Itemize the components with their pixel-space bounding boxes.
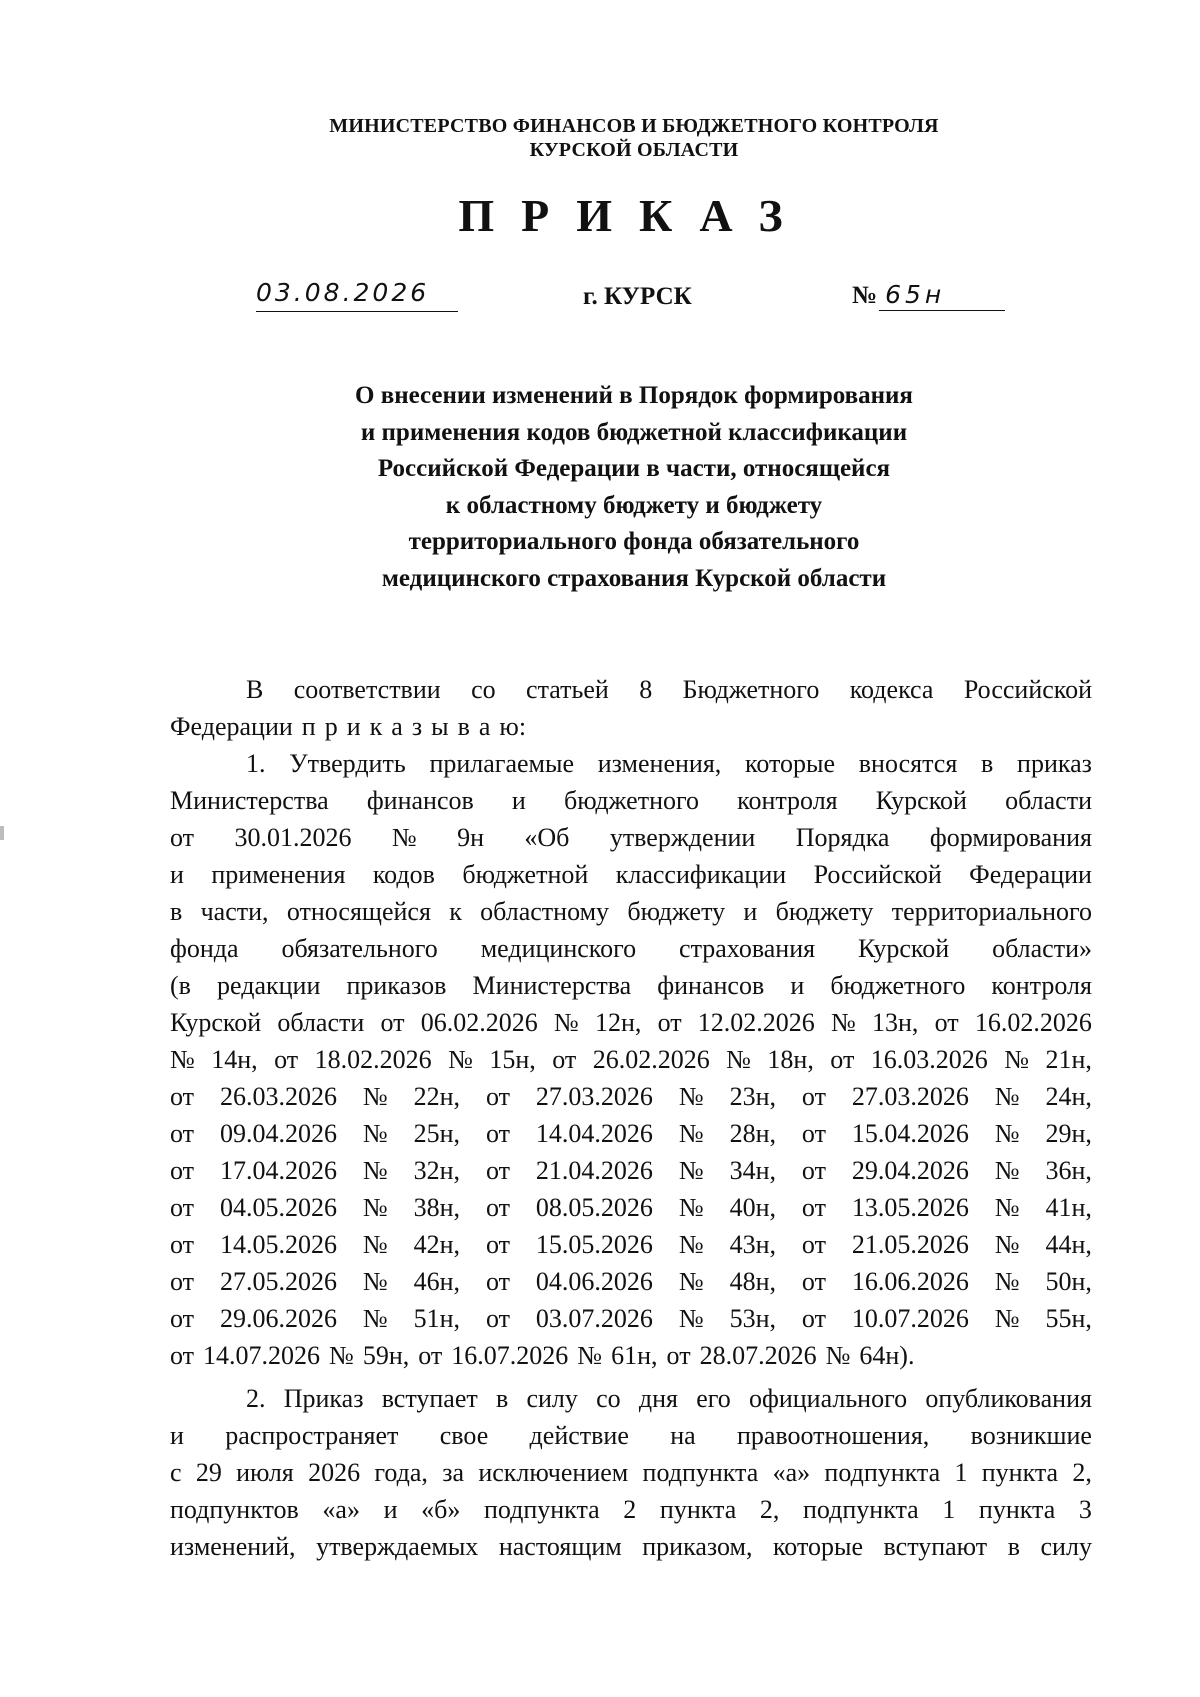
body-word: № xyxy=(726,1045,751,1074)
body-word: изменения, xyxy=(597,749,722,778)
body-word: Курской xyxy=(875,786,967,815)
body-word: вступают xyxy=(883,1532,988,1561)
body-word: подпунктов xyxy=(170,1495,299,1524)
body-word: 46н, xyxy=(413,1267,461,1296)
body-word: № xyxy=(831,1008,856,1037)
order-city: г. КУРСК xyxy=(583,283,692,310)
body-word: 18н, xyxy=(767,1045,814,1074)
body-word: июля xyxy=(236,1458,294,1487)
body-word: 28.07.2026 xyxy=(699,1341,817,1370)
body-word: вносятся xyxy=(858,749,958,778)
body-word: Порядка xyxy=(795,823,890,852)
body-word: от xyxy=(801,1230,826,1259)
body-line xyxy=(170,671,1092,708)
body-word: статьей xyxy=(526,675,609,704)
body-word: № xyxy=(391,823,417,852)
body-word: в xyxy=(170,897,183,926)
body-word: 04.06.2026 xyxy=(535,1267,653,1296)
body-word: № xyxy=(362,1156,388,1185)
body-line xyxy=(170,893,1092,930)
body-word: правоотношения, xyxy=(736,1421,930,1450)
body-word: бюджету xyxy=(775,897,874,926)
body-word: 2, xyxy=(1072,1458,1092,1487)
body-word: соответствии xyxy=(293,675,441,704)
body-word: медицинского xyxy=(480,934,637,963)
body-word: от xyxy=(170,1341,195,1370)
body-word: от xyxy=(934,1008,959,1037)
body-word: 48н, xyxy=(729,1267,776,1296)
body-word: 27.03.2026 xyxy=(851,1082,969,1111)
body-line xyxy=(170,1226,1092,1263)
body-word: пункта xyxy=(659,1495,737,1524)
subject-line: медицинского страхования Курской области xyxy=(381,564,887,592)
body-word: 51н, xyxy=(413,1304,461,1333)
body-word: 53н, xyxy=(729,1304,776,1333)
body-word: подпункта xyxy=(483,1495,600,1524)
body-word: в xyxy=(1007,1532,1020,1561)
body-word: № xyxy=(362,1119,388,1148)
body-word: от xyxy=(170,1119,195,1148)
body-word: 40н, xyxy=(729,1193,776,1222)
body-word: опубликования xyxy=(925,1384,1092,1413)
body-word: № xyxy=(994,1119,1020,1148)
body-word: области xyxy=(277,1008,365,1037)
body-word: которые xyxy=(773,1532,863,1561)
body-word: Бюджетного xyxy=(682,675,820,704)
body-word: № xyxy=(678,1193,704,1222)
body-word: «Об xyxy=(524,823,570,852)
body-word: 26.03.2026 xyxy=(219,1082,337,1111)
body-word: от xyxy=(274,1045,299,1074)
body-word: № xyxy=(448,1045,473,1074)
body-word: формирования xyxy=(929,823,1092,852)
body-word: 9н xyxy=(457,823,484,852)
body-word: 22н, xyxy=(413,1082,461,1111)
body-word: 64н). xyxy=(859,1341,915,1370)
body-word: «а» xyxy=(322,1495,360,1524)
body-word: р xyxy=(324,712,338,741)
body-word: вступает xyxy=(381,1384,478,1413)
body-word: 16.07.2026 xyxy=(451,1341,569,1370)
body-word: 15н, xyxy=(489,1045,536,1074)
body-word: 2, xyxy=(759,1495,780,1524)
body-word: 27.05.2026 xyxy=(219,1267,337,1296)
body-word: бюджетного xyxy=(563,786,699,815)
order-date: 03.08.2026 xyxy=(256,278,458,312)
body-word: 18.02.2026 xyxy=(314,1045,432,1074)
body-word: к xyxy=(449,897,462,926)
body-word: 12н, xyxy=(594,1008,642,1037)
subject-line: и применения кодов бюджетной классификации xyxy=(360,418,908,446)
ministry-name-line2: КУРСКОЙ ОБЛАСТИ xyxy=(529,139,739,161)
body-word: № xyxy=(678,1304,704,1333)
body-line xyxy=(170,819,1092,856)
body-word: контроля xyxy=(991,971,1092,1000)
body-word: 14н, xyxy=(211,1045,258,1074)
body-word: официального xyxy=(748,1384,908,1413)
body-word: к xyxy=(369,712,383,741)
body-word: 23н, xyxy=(729,1082,776,1111)
body-word: и xyxy=(346,712,361,741)
body-word: дня xyxy=(638,1384,678,1413)
order-number-prefix: № xyxy=(852,282,878,309)
body-line xyxy=(170,856,1092,893)
body-word: № xyxy=(553,1008,579,1037)
body-word: 17.04.2026 xyxy=(219,1156,337,1185)
body-word: его xyxy=(696,1384,731,1413)
body-word: 38н, xyxy=(413,1193,461,1222)
body-word: классификации xyxy=(615,860,787,889)
body-word: областному xyxy=(480,897,610,926)
body-word: от xyxy=(801,1156,826,1185)
body-word: и xyxy=(170,860,184,889)
body-word: от xyxy=(170,1230,195,1259)
body-word: на xyxy=(670,1421,696,1450)
body-word: 06.02.2026 xyxy=(420,1008,538,1037)
order-subject xyxy=(0,378,1200,597)
body-word: кодекса xyxy=(849,675,934,704)
body-word: 08.05.2026 xyxy=(535,1193,653,1222)
body-word: от xyxy=(801,1304,826,1333)
body-line xyxy=(170,1263,1092,1300)
body-word: свое xyxy=(439,1421,489,1450)
body-word: 1. xyxy=(246,749,266,778)
body-word: со xyxy=(471,675,496,704)
body-word: и xyxy=(383,1495,398,1524)
body-word: 30.01.2026 xyxy=(234,823,352,852)
body-word: 29н, xyxy=(1045,1119,1092,1148)
body-word: и xyxy=(511,786,526,815)
body-word: 15.05.2026 xyxy=(535,1230,653,1259)
body-word: 10.07.2026 xyxy=(851,1304,969,1333)
body-word: и xyxy=(170,1421,184,1450)
body-word: от xyxy=(418,1341,443,1370)
body-word: от xyxy=(170,1304,195,1333)
body-word: относящейся xyxy=(286,897,431,926)
body-line xyxy=(170,1491,1092,1528)
body-word: от xyxy=(801,1082,826,1111)
body-word: 16.02.2026 xyxy=(974,1008,1092,1037)
body-word: 59н, xyxy=(362,1341,410,1370)
body-word: финансов xyxy=(657,971,765,1000)
order-number-value: 65н xyxy=(879,280,1005,311)
body-word: з xyxy=(411,712,423,741)
body-word: с xyxy=(170,1458,182,1487)
body-line xyxy=(170,1078,1092,1115)
body-word: 41н, xyxy=(1045,1193,1092,1222)
body-word: № xyxy=(170,1045,195,1074)
body-word: 29 xyxy=(195,1458,222,1487)
body-word: от xyxy=(485,1267,510,1296)
body-word: от xyxy=(801,1193,826,1222)
body-word: 25н, xyxy=(413,1119,461,1148)
body-word: от xyxy=(170,1193,195,1222)
body-word: 27.03.2026 xyxy=(535,1082,653,1111)
body-word: от xyxy=(830,1045,855,1074)
body-word: Министерства xyxy=(472,971,632,1000)
body-word: от xyxy=(485,1230,510,1259)
body-word: Утвердить xyxy=(289,749,406,778)
body-line xyxy=(170,1337,1092,1374)
body-word: 55н, xyxy=(1045,1304,1092,1333)
body-word: 14.07.2026 xyxy=(203,1341,321,1370)
body-word: № xyxy=(329,1341,354,1370)
body-word: от xyxy=(485,1304,510,1333)
body-word: 32н, xyxy=(413,1156,461,1185)
order-number xyxy=(852,280,1005,311)
body-word: кодов xyxy=(372,860,435,889)
subject-line: О внесении изменений в Порядок формирования xyxy=(355,382,913,409)
body-word: от xyxy=(485,1193,510,1222)
body-word: 21.05.2026 xyxy=(851,1230,969,1259)
body-word: а xyxy=(478,712,491,741)
body-word: пункта xyxy=(981,1458,1059,1487)
body-word: 13.05.2026 xyxy=(851,1193,969,1222)
body-word: № xyxy=(678,1267,704,1296)
order-body xyxy=(170,671,1092,1565)
body-word: № xyxy=(362,1193,388,1222)
body-word: № xyxy=(994,1156,1020,1185)
body-word: в xyxy=(495,1384,509,1413)
body-line xyxy=(170,1041,1092,1078)
body-word: приказов xyxy=(346,971,447,1000)
body-word: утверждении xyxy=(609,823,756,852)
body-word: № xyxy=(994,1304,1020,1333)
body-word: № xyxy=(362,1304,388,1333)
body-word: подпункта xyxy=(642,1458,759,1487)
body-word: а xyxy=(391,712,403,741)
body-word: 04.05.2026 xyxy=(219,1193,337,1222)
body-word: 21.04.2026 xyxy=(535,1156,653,1185)
document-type-title: ПРИКАЗ xyxy=(458,190,810,241)
body-word: 29.06.2026 xyxy=(219,1304,337,1333)
body-word: изменений, xyxy=(170,1532,296,1561)
body-word: от xyxy=(170,1267,195,1296)
body-word: № xyxy=(825,1341,851,1370)
body-word: силу xyxy=(1040,1532,1092,1561)
body-word: 3 xyxy=(1078,1495,1092,1524)
body-word: 21н, xyxy=(1045,1045,1092,1074)
body-word: от xyxy=(170,823,195,852)
body-word: 34н, xyxy=(729,1156,776,1185)
body-word: фонда xyxy=(170,934,239,963)
body-word: финансов xyxy=(366,786,474,815)
body-word: от xyxy=(170,1082,195,1111)
body-word: 14.04.2026 xyxy=(535,1119,653,1148)
body-word: № xyxy=(994,1082,1020,1111)
body-word: № xyxy=(362,1230,388,1259)
body-word: 24н, xyxy=(1045,1082,1092,1111)
body-word: № xyxy=(994,1267,1020,1296)
body-word: области» xyxy=(992,934,1092,963)
body-word: обязательного xyxy=(281,934,438,963)
body-word: подпункта xyxy=(802,1495,919,1524)
body-word: «а» xyxy=(772,1458,811,1487)
body-word: 13н, xyxy=(872,1008,919,1037)
body-line xyxy=(170,1528,1092,1565)
subject-line: к областному бюджету и бюджету xyxy=(445,491,823,519)
body-word: 1 xyxy=(942,1495,956,1524)
body-word: ы xyxy=(431,712,449,741)
body-word: 50н, xyxy=(1045,1267,1092,1296)
body-word: 2026 xyxy=(308,1458,361,1487)
body-word: от xyxy=(801,1119,826,1148)
body-word: Российской xyxy=(813,860,942,889)
body-word: прилагаемые xyxy=(429,749,574,778)
body-word: п xyxy=(301,712,316,741)
body-word: 8 xyxy=(639,675,653,704)
body-word: 12.02.2026 xyxy=(697,1008,815,1037)
body-word: 43н, xyxy=(729,1230,776,1259)
body-word: бюджету xyxy=(627,897,726,926)
body-word: действие xyxy=(529,1421,629,1450)
scan-artifact-mark xyxy=(0,826,4,840)
body-word: 03.07.2026 xyxy=(535,1304,653,1333)
body-word: 16.03.2026 xyxy=(870,1045,988,1074)
body-word: части, xyxy=(200,897,269,926)
body-word: Российской xyxy=(963,675,1092,704)
body-word: которые xyxy=(745,749,836,778)
body-word: 2. xyxy=(246,1384,266,1413)
body-line xyxy=(170,708,1092,745)
body-word: № xyxy=(362,1267,388,1296)
body-word: 1 xyxy=(954,1458,968,1487)
body-line xyxy=(170,1380,1092,1417)
body-word: пункта xyxy=(978,1495,1056,1524)
body-word: от xyxy=(657,1008,682,1037)
body-word: приказом, xyxy=(642,1532,753,1561)
body-word: (в xyxy=(170,971,191,1000)
body-line xyxy=(170,930,1092,967)
body-line xyxy=(170,1454,1092,1491)
body-line xyxy=(170,967,1092,1004)
body-word: и xyxy=(743,897,758,926)
body-word: страхования xyxy=(679,934,816,963)
body-word: № xyxy=(577,1341,603,1370)
body-word: бюджетной xyxy=(462,860,589,889)
body-word: утверждаемых xyxy=(316,1532,479,1561)
body-word: Федерации xyxy=(969,860,1092,889)
body-word: Курской xyxy=(170,1008,262,1037)
body-word: ю: xyxy=(499,712,527,741)
body-word: в xyxy=(457,712,470,741)
subject-line: Российской Федерации в части, относящейся xyxy=(377,455,891,482)
body-word: Курской xyxy=(858,934,950,963)
body-word: контроля xyxy=(737,786,838,815)
body-word: Приказ xyxy=(283,1384,364,1413)
body-word: исключением xyxy=(478,1458,629,1487)
body-word: от xyxy=(380,1008,405,1037)
body-word: 36н, xyxy=(1045,1156,1092,1185)
body-word: № xyxy=(678,1156,704,1185)
body-word: возникшие xyxy=(970,1421,1092,1450)
body-word: № xyxy=(678,1082,704,1111)
body-line xyxy=(170,1189,1092,1226)
body-word: 2 xyxy=(623,1495,637,1524)
body-word: 61н, xyxy=(611,1341,658,1370)
body-word: от xyxy=(666,1341,691,1370)
body-word: и xyxy=(790,971,805,1000)
body-word: 44н, xyxy=(1045,1230,1092,1259)
body-word: № xyxy=(1004,1045,1030,1074)
body-line xyxy=(170,1417,1092,1454)
body-word: 42н, xyxy=(413,1230,461,1259)
subject-line: территориального фонда обязательного xyxy=(408,528,860,555)
body-word: редакции xyxy=(217,971,321,1000)
body-word: «б» xyxy=(421,1495,461,1524)
body-line xyxy=(170,745,1092,782)
body-word: от xyxy=(485,1082,510,1111)
body-word: приказ xyxy=(1017,749,1092,778)
body-word: 14.05.2026 xyxy=(219,1230,337,1259)
body-word: от xyxy=(801,1267,826,1296)
body-line xyxy=(170,782,1092,819)
ministry-name xyxy=(0,114,1200,162)
body-word: в xyxy=(981,749,994,778)
body-word: распространяет xyxy=(225,1421,399,1450)
body-word: территориального xyxy=(891,897,1092,926)
body-word: 28н, xyxy=(729,1119,776,1148)
body-word: области xyxy=(1005,786,1092,815)
ministry-name-line1: МИНИСТЕРСТВО ФИНАНСОВ И БЮДЖЕТНОГО КОНТРОЛЯ xyxy=(329,115,939,137)
body-word: Федерации xyxy=(170,712,293,741)
body-word: года, xyxy=(374,1458,428,1487)
body-word: со xyxy=(596,1384,621,1413)
body-word: от xyxy=(552,1045,577,1074)
body-word: 16.06.2026 xyxy=(851,1267,969,1296)
body-word: бюджетного xyxy=(830,971,966,1000)
body-word: 09.04.2026 xyxy=(219,1119,337,1148)
body-line xyxy=(170,1115,1092,1152)
body-line xyxy=(170,1152,1092,1189)
body-line xyxy=(170,1004,1092,1041)
body-word: за xyxy=(442,1458,465,1487)
body-word: применения xyxy=(211,860,346,889)
body-line xyxy=(170,1300,1092,1337)
body-word: В xyxy=(246,675,264,704)
body-word: Министерства xyxy=(170,786,329,815)
body-word: от xyxy=(485,1156,510,1185)
body-word: 26.02.2026 xyxy=(592,1045,710,1074)
body-word: № xyxy=(362,1082,388,1111)
body-word: от xyxy=(170,1156,195,1185)
body-word: 15.04.2026 xyxy=(851,1119,969,1148)
body-word: подпункта xyxy=(824,1458,941,1487)
body-word: 29.04.2026 xyxy=(851,1156,969,1185)
body-word: настоящим xyxy=(498,1532,622,1561)
body-word: № xyxy=(678,1119,704,1148)
body-word: № xyxy=(994,1193,1020,1222)
body-word: от xyxy=(485,1119,510,1148)
body-word: № xyxy=(678,1230,704,1259)
body-word: № xyxy=(994,1230,1020,1259)
body-word: силу xyxy=(526,1384,578,1413)
